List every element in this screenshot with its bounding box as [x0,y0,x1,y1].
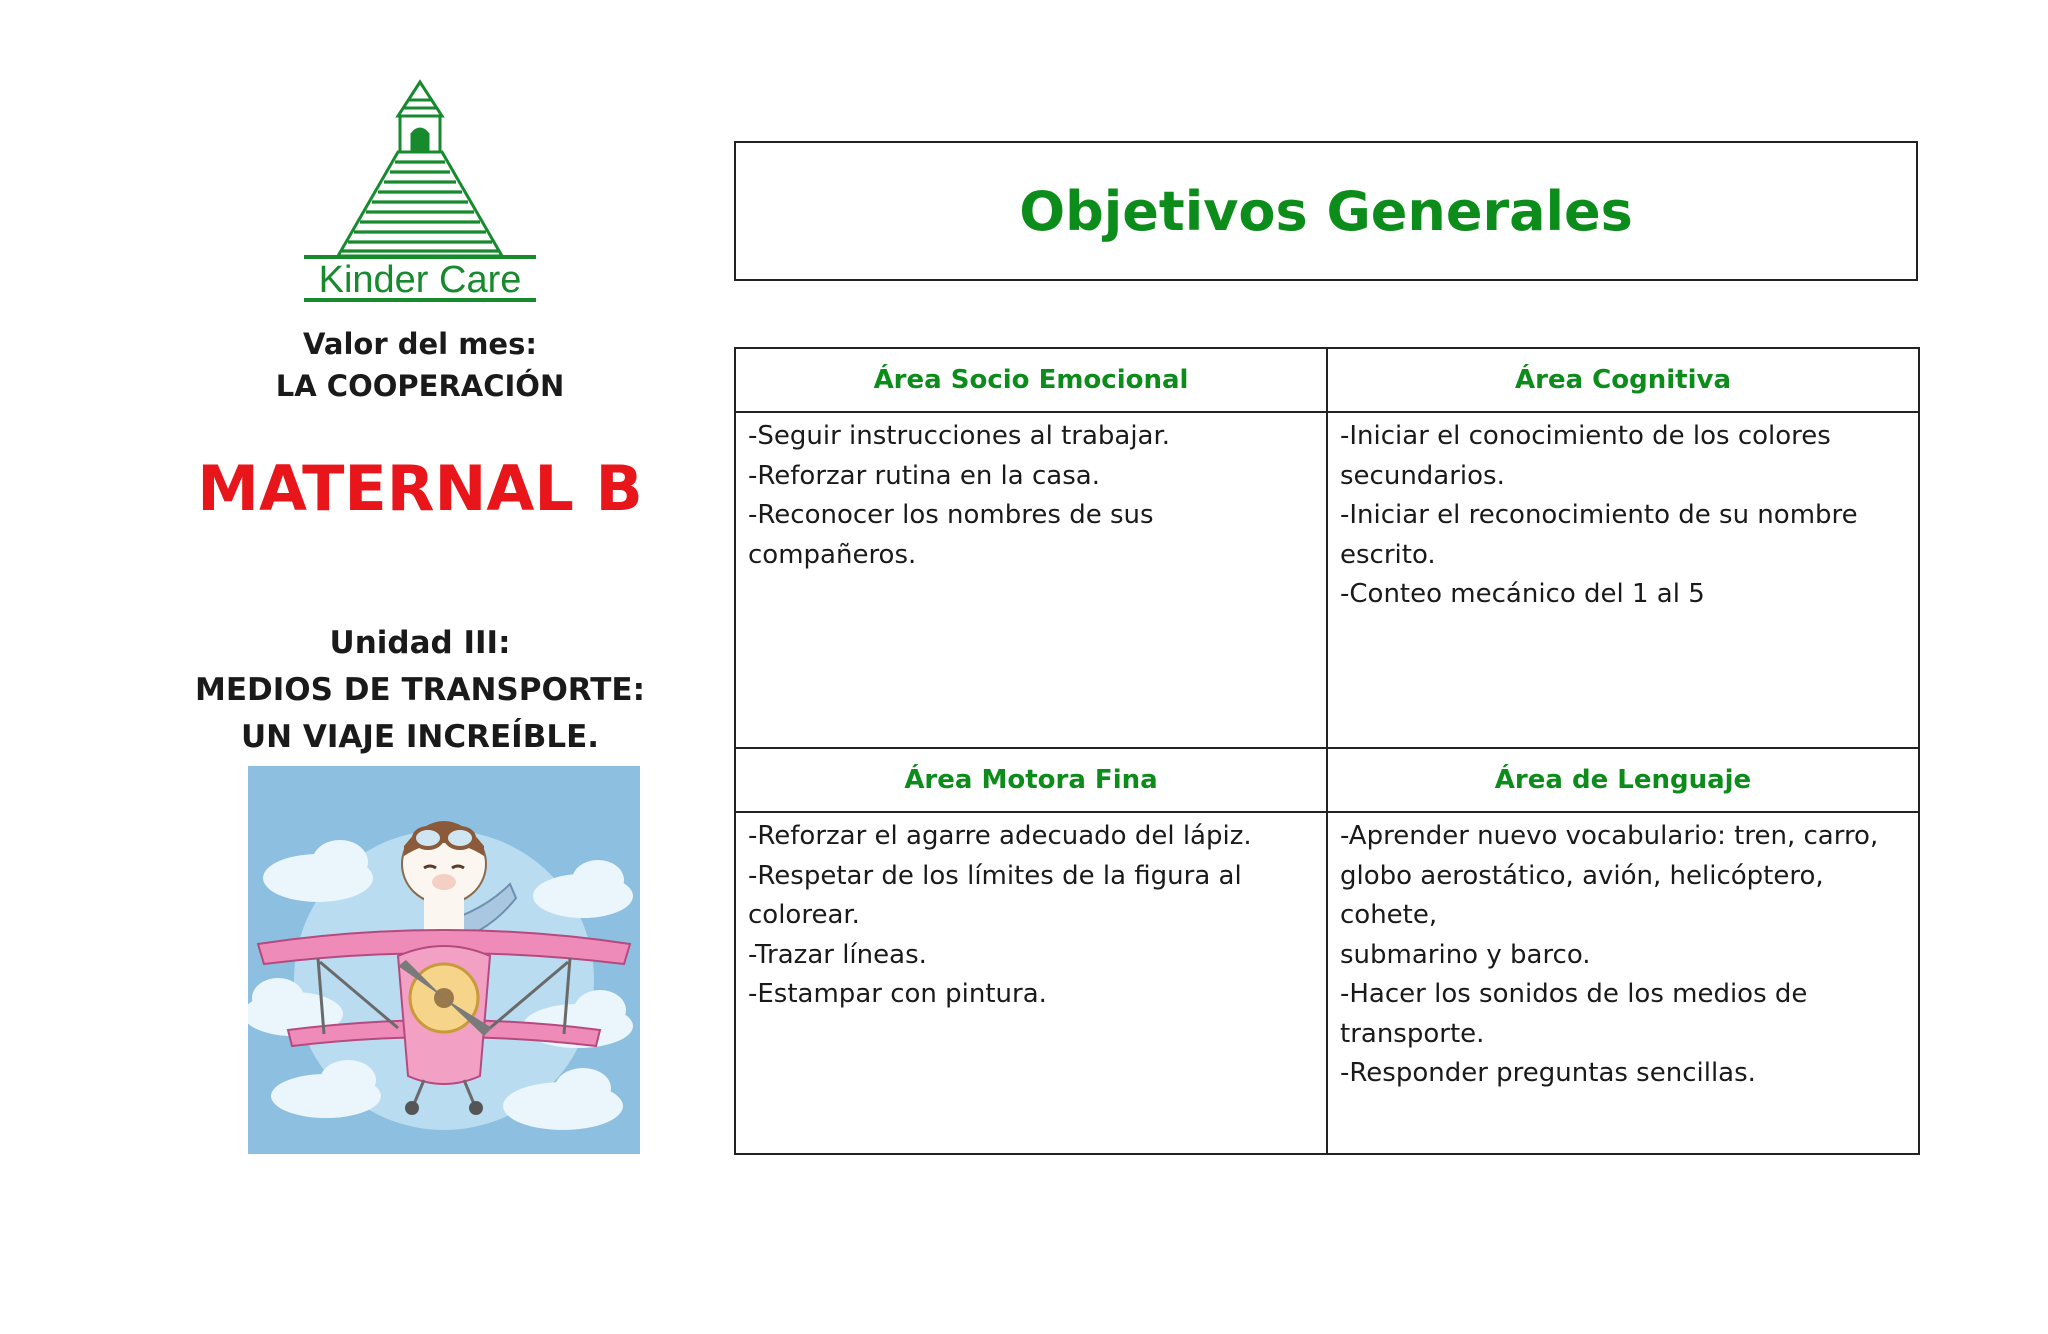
objectives-table [734,347,1920,1155]
objective-item: transporte. [1340,1018,1485,1049]
area-header-motora-fina: Área Motora Fina [735,748,1327,812]
objective-item: -Aprender nuevo vocabulario: tren, carro, [1340,821,1879,851]
objective-item: -Hacer los sonidos de los medios de [1340,979,1808,1009]
unit-illustration [248,766,640,1154]
value-of-month [220,323,620,407]
objective-item: -Estampar con pintura. [748,979,1047,1009]
area-content-socio-emocional [735,412,1327,748]
value-of-month-value: LA COOPERACIÓN [275,369,565,403]
kinder-care-logo [300,78,540,303]
objectives-title-box [734,141,1918,281]
grade-title: MATERNAL B [197,452,643,525]
objective-item: -Seguir instrucciones al trabajar. [748,421,1171,451]
objective-item: -Conteo mecánico del 1 al 5 [1340,579,1705,609]
llama-pilot-airplane-icon [248,766,640,1154]
schoolhouse-logo-icon [300,78,540,303]
objective-item: -Iniciar el conocimiento de los colores [1340,421,1831,451]
area-header-lenguaje: Área de Lenguaje [1327,748,1919,812]
area-content-motora-fina [735,812,1327,1154]
value-of-month-label: Valor del mes: [303,327,537,361]
area-content-lenguaje [1327,812,1919,1154]
objective-item: -Reforzar rutina en la casa. [748,460,1100,491]
objective-item: secundarios. [1340,460,1505,491]
logo-text: Kinder Care [318,259,522,301]
unit-info [160,620,680,761]
objective-item: -Iniciar el reconocimiento de su nombre [1340,500,1858,530]
objective-item: -Responder preguntas sencillas. [1340,1058,1756,1088]
objectives-title: Objetivos Generales [1019,179,1633,243]
objective-item: colorear. [748,900,860,930]
objective-item: -Trazar líneas. [748,939,927,970]
area-header-cognitiva: Área Cognitiva [1327,348,1919,412]
objective-item: submarino y barco. [1340,939,1591,970]
objective-item: -Respetar de los límites de la figura al [748,860,1242,891]
objective-item: -Reconocer los nombres de sus compañeros. [748,500,1154,570]
unit-title-line1: MEDIOS DE TRANSPORTE: [194,672,645,708]
objective-item: globo aerostático, avión, helicóptero, cohete, [1340,860,1824,930]
unit-title-line2: UN VIAJE INCREÍBLE. [240,719,600,755]
objective-item: escrito. [1340,539,1436,570]
area-content-cognitiva [1327,412,1919,748]
objective-item: -Reforzar el agarre adecuado del lápiz. [748,821,1252,851]
area-header-socio-emocional: Área Socio Emocional [735,348,1327,412]
unit-label: Unidad III: [329,625,511,661]
